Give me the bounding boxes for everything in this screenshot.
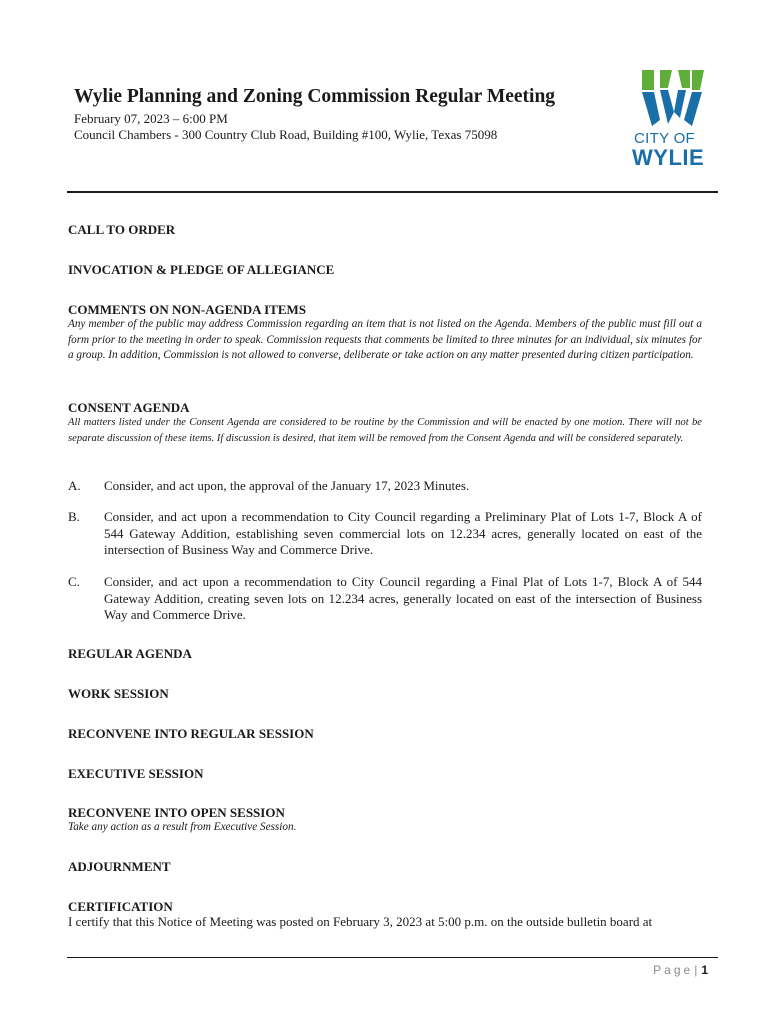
wylie-w-mark-icon — [630, 68, 710, 130]
page-title: Wylie Planning and Zoning Commission Regular Meeting — [74, 86, 556, 107]
consent-item-text: Consider, and act upon a recommendation to City Council regarding a Final Plat of Lots 1-7, Block A of 544 Gateway Addition, creating seven lots on 12.234 acres, generally located on east of the intersection of Business Way and Commerce Drive. — [104, 574, 702, 622]
consent-item-letter: B. — [68, 509, 80, 524]
heading-executive-session: EXECUTIVE SESSION — [68, 766, 204, 781]
page-separator: | — [694, 963, 698, 977]
page-label: Page — [653, 963, 694, 977]
page-footer — [653, 963, 708, 977]
meeting-date: February 07, 2023 – 6:00 PM — [74, 111, 228, 126]
heading-consent-agenda: CONSENT AGENDA — [68, 400, 190, 415]
heading-reconvene-open: RECONVENE INTO OPEN SESSION — [68, 805, 285, 820]
consent-note: All matters listed under the Consent Agenda are considered to be routine by the Commission and will be enacted by one motion. There will not be separate discussion of these items. If discussion is desired, that item will be removed from the Consent Agenda and will be considered separately. — [68, 417, 702, 444]
footer-divider — [67, 957, 718, 958]
heading-regular-agenda: REGULAR AGENDA — [68, 646, 192, 661]
heading-adjournment: ADJOURNMENT — [68, 859, 171, 874]
certification-text: I certify that this Notice of Meeting was posted on February 3, 2023 at 5:00 p.m. on the outside bulletin board at — [68, 914, 653, 929]
heading-work-session: WORK SESSION — [68, 686, 169, 701]
header-divider — [67, 191, 718, 193]
heading-invocation: INVOCATION & PLEDGE OF ALLEGIANCE — [68, 262, 335, 277]
page-number: 1 — [701, 963, 708, 977]
consent-item-letter: A. — [68, 478, 81, 493]
logo-text-city-of: CITY OF — [634, 130, 695, 147]
comments-note: Any member of the public may address Commission regarding an item that is not listed on the Agenda. Members of the public must fill out a form prior to the meeting in order to speak. Commission requests that comments be limited to three minutes for an individual, six minutes for a group. In addition, Commission is not allowed to converse, deliberate or take action on any matter presented during citizen participation. — [68, 318, 702, 361]
meeting-location: Council Chambers - 300 Country Club Road, Building #100, Wylie, Texas 75098 — [74, 127, 498, 142]
city-of-wylie-logo — [630, 68, 710, 168]
logo-text-wylie: WYLIE — [632, 145, 705, 170]
heading-reconvene-regular: RECONVENE INTO REGULAR SESSION — [68, 726, 314, 741]
consent-item-letter: C. — [68, 574, 80, 589]
heading-comments: COMMENTS ON NON-AGENDA ITEMS — [68, 302, 306, 317]
heading-certification: CERTIFICATION — [68, 899, 173, 914]
reconvene-open-note: Take any action as a result from Executive Session. — [68, 821, 297, 833]
consent-item-text: Consider, and act upon, the approval of the January 17, 2023 Minutes. — [104, 478, 470, 493]
heading-call-to-order: CALL TO ORDER — [68, 222, 176, 237]
consent-item-text: Consider, and act upon a recommendation to City Council regarding a Preliminary Plat of Lots 1-7, Block A of 544 Gateway Addition, establishing seven commercial lots on 12.234 acres, generally located on east of the intersection of Business Way and Commerce Drive. — [104, 509, 702, 557]
